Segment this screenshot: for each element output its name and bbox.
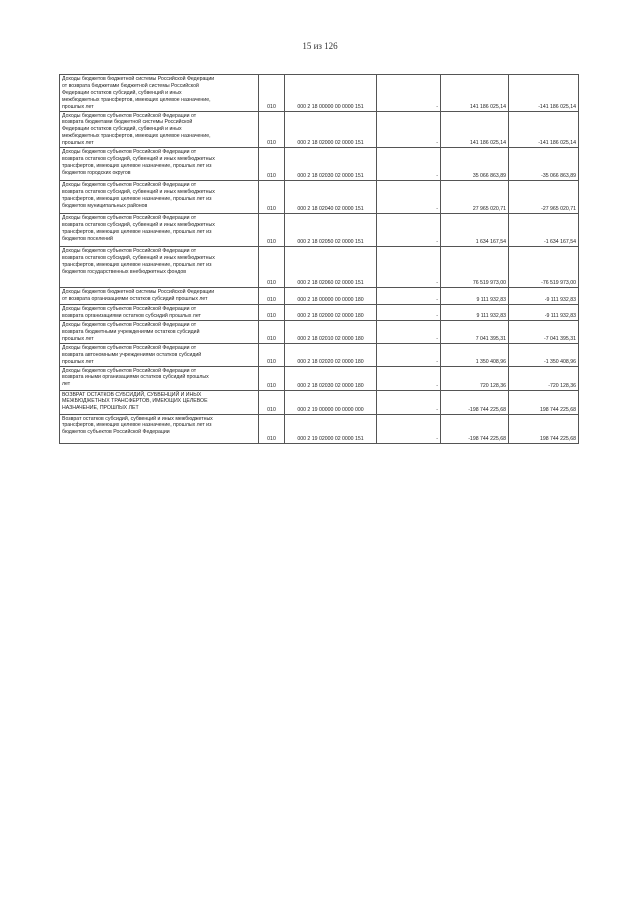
row-approved: -	[377, 366, 441, 390]
table-row	[60, 75, 579, 112]
row-line-code: 010	[259, 305, 285, 321]
row-name-line: Доходы бюджетов субъектов Российской Федерации от	[62, 344, 197, 351]
table-row	[60, 148, 579, 181]
row-approved: -	[377, 321, 441, 344]
row-line-code: 010	[259, 148, 285, 181]
row-name	[60, 181, 259, 214]
row-executed: 27 965 020,71	[441, 181, 509, 214]
row-executed: 76 519 973,00	[441, 247, 509, 288]
row-approved: -	[377, 414, 441, 443]
table-row	[60, 288, 579, 305]
row-line-code: 010	[259, 321, 285, 344]
row-name-line: возврата бюджетными учреждениями остатков субсидий	[62, 328, 200, 335]
table-row	[60, 181, 579, 214]
row-line-code: 010	[259, 366, 285, 390]
row-name-line: лет	[62, 381, 71, 388]
table-row	[60, 343, 579, 366]
row-executed: 9 111 932,83	[441, 305, 509, 321]
row-unexecuted: -35 066 863,89	[509, 148, 579, 181]
row-line-code: 010	[259, 247, 285, 288]
row-name	[60, 148, 259, 181]
row-name-line: межбюджетных трансфертов, имеющих целевое назначение,	[62, 133, 211, 140]
row-executed: 1 350 408,96	[441, 343, 509, 366]
row-kbk: 000 2 19 02000 02 0000 151	[285, 414, 377, 443]
row-name-line: Федерации остатков субсидий, субвенций и иных	[62, 126, 182, 133]
row-kbk: 000 2 18 00000 00 0000 151	[285, 75, 377, 112]
row-name-line: Доходы бюджетов субъектов Российской Федерации от	[62, 322, 197, 329]
row-name-line: ВОЗВРАТ ОСТАТКОВ СУБСИДИЙ, СУБВЕНЦИЙ И ИНЫХ	[62, 391, 202, 398]
row-name-line: бюджетов городских округов	[62, 169, 131, 176]
row-unexecuted: -720 128,36	[509, 366, 579, 390]
row-kbk: 000 2 18 02020 02 0000 180	[285, 343, 377, 366]
row-name-line: возврата организациями остатков субсидий прошлых лет	[62, 312, 201, 319]
table-row	[60, 305, 579, 321]
row-executed: 141 186 025,14	[441, 75, 509, 112]
row-line-code: 010	[259, 214, 285, 247]
row-approved: -	[377, 181, 441, 214]
row-line-code: 010	[259, 75, 285, 112]
row-approved: -	[377, 305, 441, 321]
table-row	[60, 321, 579, 344]
row-name	[60, 321, 259, 344]
row-name-line: Доходы бюджетов субъектов Российской Федерации от	[62, 215, 197, 222]
row-name-line: трансфертов, имеющих целевое назначение, прошлых лет из	[62, 228, 212, 235]
row-executed: -198 744 225,68	[441, 414, 509, 443]
row-approved: -	[377, 214, 441, 247]
row-name	[60, 366, 259, 390]
row-name-line: прошлых лет	[62, 140, 94, 147]
row-name-line: МЕЖБЮДЖЕТНЫХ ТРАНСФЕРТОВ, ИМЕЮЩИХ ЦЕЛЕВОЕ	[62, 398, 208, 405]
row-kbk: 000 2 19 00000 00 0000 000	[285, 390, 377, 414]
row-name	[60, 288, 259, 305]
row-unexecuted: -7 041 395,31	[509, 321, 579, 344]
row-name	[60, 414, 259, 443]
row-unexecuted: 198 744 225,68	[509, 414, 579, 443]
row-unexecuted: -27 965 020,71	[509, 181, 579, 214]
table-row	[60, 247, 579, 288]
row-unexecuted: -9 111 932,83	[509, 305, 579, 321]
row-unexecuted: -1 634 167,54	[509, 214, 579, 247]
row-name-line: Доходы бюджетов бюджетной системы Российской Федерации	[62, 289, 215, 296]
row-line-code: 010	[259, 288, 285, 305]
row-name-line: возврата бюджетами бюджетной системы Российской	[62, 119, 193, 126]
row-name-line: бюджетов субъектов Российской Федерации	[62, 429, 170, 436]
row-unexecuted: -76 519 973,00	[509, 247, 579, 288]
row-executed: -198 744 225,68	[441, 390, 509, 414]
row-name-line: Доходы бюджетов субъектов Российской Федерации от	[62, 112, 197, 119]
row-name-line: возврата автономными учреждениями остатков субсидий	[62, 351, 202, 358]
row-name-line: Возврат остатков субсидий, субвенций и иных межбюджетных	[62, 415, 213, 422]
row-line-code: 010	[259, 111, 285, 148]
row-name-line: от возврата организациями остатков субсидий прошлых лет	[62, 295, 208, 302]
table-row	[60, 214, 579, 247]
row-name-line: возврата иными организациями остатков субсидий прошлых	[62, 374, 209, 381]
row-approved: -	[377, 148, 441, 181]
row-approved: -	[377, 247, 441, 288]
row-name-line: возврата остатков субсидий, субвенций и иных межбюджетных	[62, 254, 215, 261]
row-executed: 720 128,36	[441, 366, 509, 390]
row-unexecuted: 198 744 225,68	[509, 390, 579, 414]
row-name-line: трансфертов, имеющих целевое назначение, прошлых лет из	[62, 162, 212, 169]
row-line-code: 010	[259, 343, 285, 366]
row-kbk: 000 2 18 02060 02 0000 151	[285, 247, 377, 288]
row-kbk: 000 2 18 02010 02 0000 180	[285, 321, 377, 344]
row-name	[60, 75, 259, 112]
row-name-line: бюджетов муниципальных районов	[62, 202, 148, 209]
row-name-line: Доходы бюджетов субъектов Российской Федерации от	[62, 182, 197, 189]
row-name	[60, 111, 259, 148]
row-name-line: прошлых лет	[62, 358, 94, 365]
row-name-line: Доходы бюджетов субъектов Российской Федерации от	[62, 149, 197, 156]
row-approved: -	[377, 343, 441, 366]
row-name-line: трансфертов, имеющих целевое назначение, прошлых лет из	[62, 422, 212, 429]
row-name-line: бюджетов государственных внебюджетных фондов	[62, 268, 186, 275]
row-unexecuted: -1 350 408,96	[509, 343, 579, 366]
table-row	[60, 111, 579, 148]
row-executed: 35 066 863,89	[441, 148, 509, 181]
table-row	[60, 390, 579, 414]
row-name	[60, 247, 259, 288]
row-name-line: межбюджетных трансфертов, имеющих целевое назначение,	[62, 96, 211, 103]
table-row	[60, 414, 579, 443]
row-unexecuted: -141 186 025,14	[509, 75, 579, 112]
row-name-line: Федерации остатков субсидий, субвенций и иных	[62, 89, 182, 96]
row-name-line: Доходы бюджетов бюджетной системы Российской Федерации	[62, 76, 215, 82]
row-kbk: 000 2 18 02030 02 0000 180	[285, 366, 377, 390]
row-kbk: 000 2 18 02040 02 0000 151	[285, 181, 377, 214]
row-name-line: прошлых лет	[62, 103, 94, 110]
row-line-code: 010	[259, 390, 285, 414]
row-unexecuted: -9 111 932,83	[509, 288, 579, 305]
row-approved: -	[377, 390, 441, 414]
row-line-code: 010	[259, 181, 285, 214]
table-row	[60, 366, 579, 390]
row-name-line: бюджетов поселений	[62, 235, 113, 242]
row-name-line: от возврата бюджетами бюджетной системы Российской	[62, 82, 199, 89]
row-name-line: возврата остатков субсидий, субвенций и иных межбюджетных	[62, 155, 215, 162]
row-name-line: возврата остатков субсидий, субвенций и иных межбюджетных	[62, 221, 215, 228]
row-kbk: 000 2 18 00000 00 0000 180	[285, 288, 377, 305]
row-name-line: Доходы бюджетов субъектов Российской Федерации от	[62, 367, 197, 374]
row-line-code: 010	[259, 414, 285, 443]
row-name	[60, 343, 259, 366]
row-name-line: возврата остатков субсидий, субвенций и иных межбюджетных	[62, 188, 215, 195]
row-name-line: НАЗНАЧЕНИЕ, ПРОШЛЫХ ЛЕТ	[62, 405, 139, 412]
row-name	[60, 214, 259, 247]
row-executed: 141 186 025,14	[441, 111, 509, 148]
row-name-line: Доходы бюджетов субъектов Российской Федерации от	[62, 248, 197, 255]
row-kbk: 000 2 18 02000 02 0000 151	[285, 111, 377, 148]
row-name-line: Доходы бюджетов субъектов Российской Федерации от	[62, 306, 197, 313]
budget-revenue-table	[59, 74, 579, 444]
row-name	[60, 390, 259, 414]
row-kbk: 000 2 18 02000 02 0000 180	[285, 305, 377, 321]
row-name-line: трансфертов, имеющих целевое назначение, прошлых лет из	[62, 195, 212, 202]
row-name	[60, 305, 259, 321]
row-approved: -	[377, 288, 441, 305]
row-unexecuted: -141 186 025,14	[509, 111, 579, 148]
row-executed: 1 634 167,54	[441, 214, 509, 247]
row-name-line: трансфертов, имеющих целевое назначение, прошлых лет из	[62, 261, 212, 268]
row-kbk: 000 2 18 02050 02 0000 151	[285, 214, 377, 247]
page-number: 15 из 126	[302, 41, 338, 51]
row-executed: 7 041 395,31	[441, 321, 509, 344]
row-kbk: 000 2 18 02030 02 0000 151	[285, 148, 377, 181]
row-approved: -	[377, 111, 441, 148]
row-name-line: прошлых лет	[62, 335, 94, 342]
row-executed: 9 111 932,83	[441, 288, 509, 305]
row-approved: -	[377, 75, 441, 112]
